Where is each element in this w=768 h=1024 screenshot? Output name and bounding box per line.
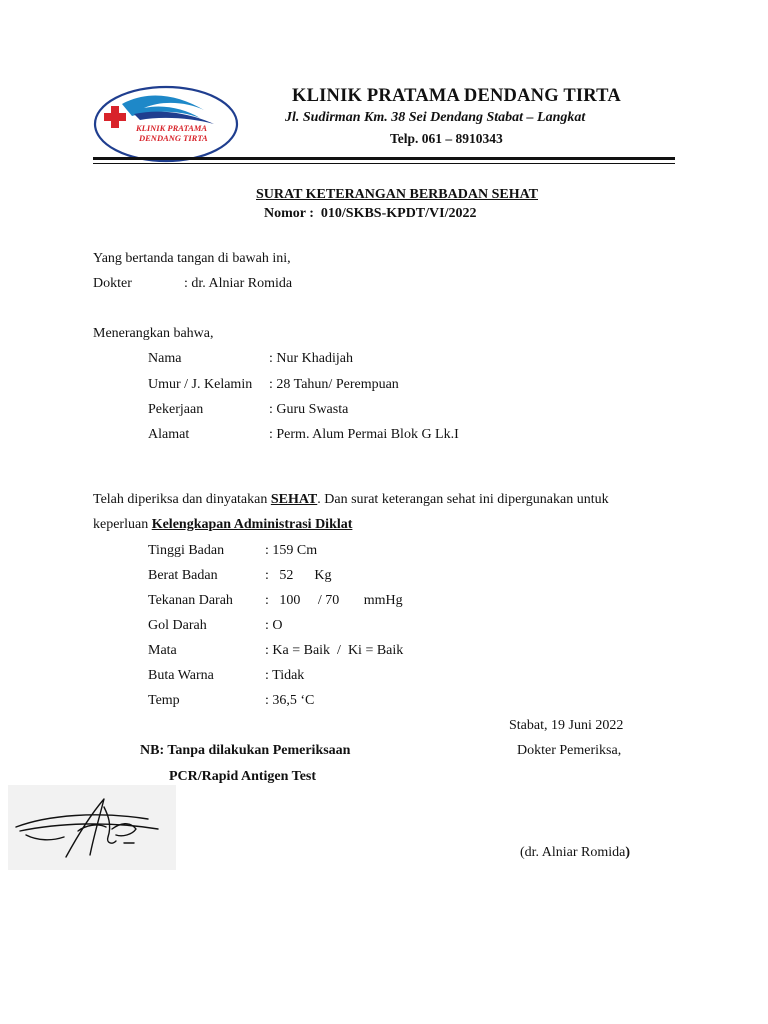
patient-age-label: Umur / J. Kelamin	[148, 377, 253, 392]
handwritten-signature	[8, 785, 176, 870]
svg-text:DENDANG TIRTA: DENDANG TIRTA	[139, 133, 208, 143]
patient-job-value: : Guru Swasta	[269, 402, 349, 417]
header-rule-thick	[93, 157, 675, 160]
weight-label: Berat Badan	[148, 568, 218, 583]
height-value: : 159 Cm	[265, 543, 318, 558]
statement-line	[93, 492, 609, 508]
statement-part1: Telah diperiksa dan dinyatakan	[93, 492, 271, 507]
clinic-phone: Telp. 061 – 8910343	[390, 131, 503, 146]
color-blind-value: : Tidak	[265, 668, 305, 683]
blood-pressure-value: : 100 / 70 mmHg	[265, 593, 403, 608]
doctor-value: : dr. Alniar Romida	[184, 276, 293, 291]
header-rule-thin	[93, 163, 675, 164]
place-date: Stabat, 19 Juni 2022	[509, 718, 624, 733]
purpose-value: Kelengkapan Administrasi Diklat	[151, 517, 353, 532]
health-status: SEHAT	[270, 492, 318, 507]
height-label: Tinggi Badan	[148, 543, 225, 558]
blood-type-value: : O	[265, 618, 283, 633]
signer-name-text: (dr. Alniar Romida	[520, 845, 626, 860]
note-line2: PCR/Rapid Antigen Test	[169, 769, 317, 784]
patient-age-value: : 28 Tahun/ Perempuan	[269, 377, 399, 392]
note-line1: NB: Tanpa dilakukan Pemeriksaan	[140, 743, 351, 758]
weight-value: : 52 Kg	[265, 568, 332, 583]
clinic-logo	[92, 84, 240, 164]
purpose-line	[93, 517, 352, 533]
eyes-label: Mata	[148, 643, 177, 658]
patient-intro: Menerangkan bahwa,	[93, 326, 214, 341]
intro-text: Yang bertanda tangan di bawah ini,	[93, 251, 291, 266]
document-title: SURAT KETERANGAN BERBADAN SEHAT	[256, 187, 538, 202]
signer-name-close: )	[625, 845, 631, 860]
patient-name-value: : Nur Khadijah	[269, 351, 353, 366]
color-blind-label: Buta Warna	[148, 668, 214, 683]
patient-address-value: : Perm. Alum Permai Blok G Lk.I	[269, 427, 459, 442]
patient-job-label: Pekerjaan	[148, 402, 204, 417]
purpose-prefix: keperluan	[93, 517, 152, 532]
eyes-value: : Ka = Baik / Ki = Baik	[265, 643, 404, 658]
temperature-value: : 36,5 ‘C	[265, 693, 315, 708]
doctor-label: Dokter	[93, 276, 132, 291]
svg-text:KLINIK PRATAMA: KLINIK PRATAMA	[136, 123, 208, 133]
number-label: Nomor :	[264, 206, 314, 221]
signer-role: Dokter Pemeriksa,	[517, 743, 622, 758]
blood-type-label: Gol Darah	[148, 618, 207, 633]
patient-name-label: Nama	[148, 351, 182, 366]
statement-part2: . Dan surat keterangan sehat ini dipergunakan untuk	[317, 492, 609, 507]
blood-pressure-label: Tekanan Darah	[148, 593, 233, 608]
document-number	[264, 206, 477, 222]
temperature-label: Temp	[148, 693, 180, 708]
number-value: 010/SKBS-KPDT/VI/2022	[320, 206, 477, 221]
clinic-name: KLINIK PRATAMA DENDANG TIRTA	[292, 86, 621, 106]
clinic-address: Jl. Sudirman Km. 38 Sei Dendang Stabat – Langkat	[285, 110, 586, 125]
signer-name	[520, 845, 630, 861]
patient-address-label: Alamat	[148, 427, 190, 442]
